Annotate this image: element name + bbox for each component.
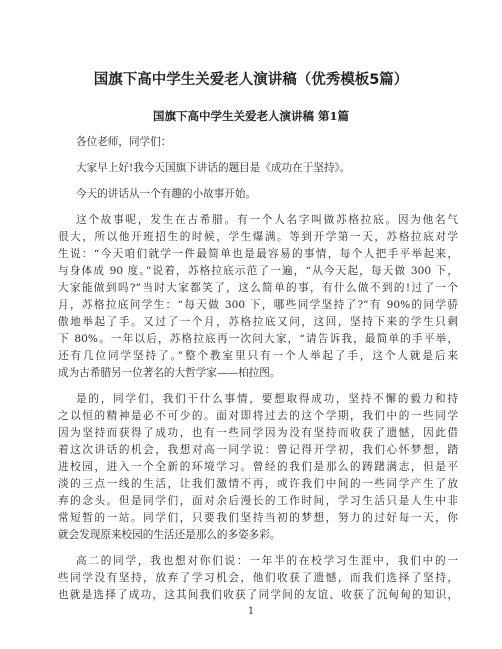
section-title: 国旗下高中学生关爱老人演讲稿 第1篇 [152,109,349,123]
body-line: 因为坚持而获得了成功，也有一些同学因为没有坚持而收获了遗憾，因此借 [58,427,458,439]
body-line: 这个故事呢，发生在古希腊。有一个人名字叫做苏格拉底。因为他名气 [76,214,458,226]
body-line: 还有几位同学坚持了。”整个教室里只有一个人举起了手，这个人就是后来 [58,350,458,362]
body-line: 淡的三点一线的生活，让我们激情不再，或许我们中间的一些同学产生了放 [58,478,458,490]
body-line: 是的，同学们，我们干什么事情，要想取得成功，坚持不懈的毅力和持 [76,393,458,405]
page-number: 1 [247,606,255,617]
body-line: 各位老师，同学们： [76,136,172,148]
body-line: 就会发现原来校园的生活还是那么的多姿多彩。 [58,529,281,541]
body-line: 弃的念头。但是同学们，面对余后漫长的工作时间，学习生活只是人生中非 [58,495,458,507]
body-line: 今天的讲话从一个有趣的小故事开始。 [76,188,257,200]
body-line: 成为古希腊另一位著名的大哲学家——柏拉图。 [58,367,281,379]
body-line: 与身体成 90 度。”说着，苏格拉底示范了一遍，“从今天起，每天做 300 下， [58,265,458,277]
body-line: 下 80%。一年以后，苏格拉底再一次问大家，“请告诉我，最简单的手平举， [58,333,458,345]
body-line: 也就是选择了成功，这其间我们收获了同学间的友谊、收获了沉甸甸的知识， [58,589,458,601]
body-line: 大家早上好!我今天国旗下讲话的题目是《成功在于坚持》。 [76,162,351,174]
document-title: 国旗下高中学生关爱老人演讲稿（优秀模板5篇） [93,72,409,88]
body-line: 大家能做到吗?”当时大家都笑了，这么简单的事，有什么做不到的!过了一个 [58,282,458,294]
body-line: 进校园，进入一个全新的环境学习。曾经的我们是那么的踌躇满志，但是平 [58,461,458,473]
body-line: 生说：“今天咱们就学一件最简单也是最容易的事情，每个人把手平举起来， [58,248,458,260]
body-line: 高二的同学，我也想对你们说：一年半的在校学习生涯中，我们中的一 [76,555,458,567]
body-line: 着这次讲话的机会，我想对高一同学说：曾记得开学初，我们心怀梦想，踏 [58,444,458,456]
body-line: 之以恒的精神是必不可少的。面对即将过去的这个学期，我们中的一些同学 [58,410,458,422]
body-line: 很大，所以他开班招生的时候，学生爆满。等到开学第一天，苏格拉底对学 [58,231,458,243]
body-line: 常短暂的一站。同学们，只要我们坚持当初的梦想，努力的过好每一天，你 [58,512,458,524]
body-line: 些同学没有坚持，放弃了学习机会，他们收获了遗憾，而我们选择了坚持， [58,572,458,584]
body-line: 月，苏格拉底问学生：“每天做 300 下，哪些同学坚持了?”有 90%的同学骄 [58,299,458,311]
body-line: 傲地举起了手。又过了一个月，苏格拉底又问，这回，坚持下来的学生只剩 [58,316,458,328]
